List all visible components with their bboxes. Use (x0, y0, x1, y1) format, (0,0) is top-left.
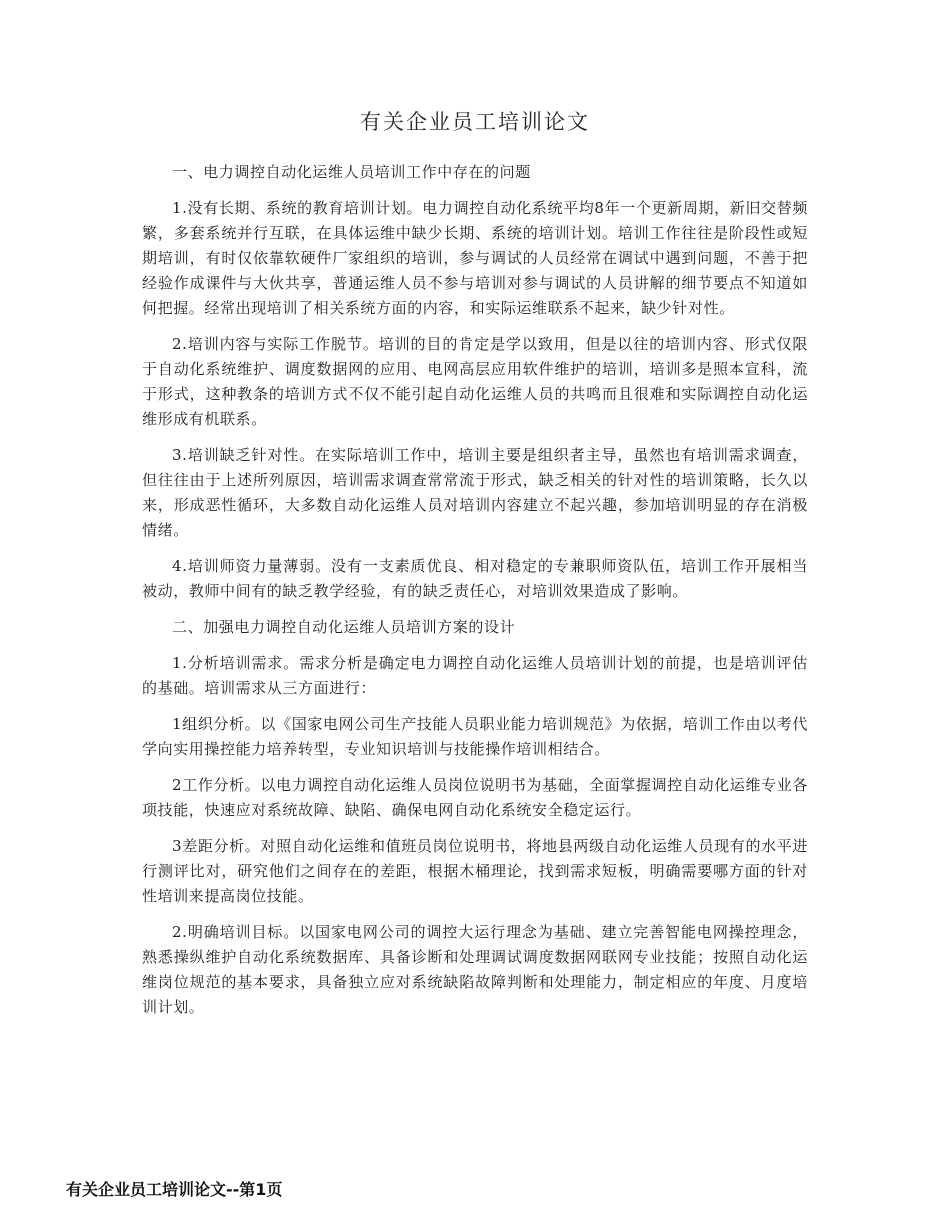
paragraph: 1.分析培训需求。需求分析是确定电力调控自动化运维人员培训计划的前提，也是培训评估的基础。培训需求从三方面进行： (142, 654, 808, 697)
page-footer: 有关企业员工培训论文--第1页 (66, 1180, 283, 1199)
section-heading-2: 二、加强电力调控自动化运维人员培训方案的设计 (172, 618, 516, 636)
paragraph: 3.培训缺乏针对性。在实际培训工作中，培训主要是组织者主导，虽然也有培训需求调查，但往往由于上述所列原因，培训需求调查常常流于形式，缺乏相关的针对性的培训策略，长久以来，形成恶性循环，大多数自动化运维人员对培训内容建立不起兴趣，参加培训明显的存在消极情绪。 (142, 446, 808, 539)
paragraph: 4.培训师资力量薄弱。没有一支素质优良、相对稳定的专兼职师资队伍，培训工作开展相当被动，教师中间有的缺乏教学经验，有的缺乏责任心，对培训效果造成了影响。 (142, 557, 808, 600)
document-body (142, 160, 808, 1031)
paragraph: 1.没有长期、系统的教育培训计划。电力调控自动化系统平均8年一个更新周期，新旧交替频繁，多套系统并行互联，在具体运维中缺少长期、系统的培训计划。培训工作往往是阶段性或短期培训，有时仅依靠软硬件厂家组织的培训，参与调试的人员经常在调试中遇到问题，不善于把经验作成课件与大伙共享，普通运维人员不参与培训对参与调试的人员讲解的细节要点不知道如何把握。经常出现培训了相关系统方面的内容，和实际运维联系不起来，缺少针对性。 (142, 199, 808, 317)
paragraph: 2.明确培训目标。以国家电网公司的调控大运行理念为基础、建立完善智能电网操控理念，熟悉操纵维护自动化系统数据库、具备诊断和处理调试调度数据网联网专业技能；按照自动化运维岗位规范的基本要求，具备独立应对系统缺陷故障判断和处理能力，制定相应的年度、月度培训计划。 (142, 923, 808, 1016)
paragraph: 2工作分析。以电力调控自动化运维人员岗位说明书为基础，全面掌握调控自动化运维专业各项技能，快速应对系统故障、缺陷、确保电网自动化系统安全稳定运行。 (142, 776, 808, 819)
section-heading-1: 一、电力调控自动化运维人员培训工作中存在的问题 (172, 163, 531, 181)
paragraph: 2.培训内容与实际工作脱节。培训的目的肯定是学以致用，但是以往的培训内容、形式仅限于自动化系统维护、调度数据网的应用、电网高层应用软件维护的培训，培训多是照本宣科，流于形式，这种教条的培训方式不仅不能引起自动化运维人员的共鸣而且很难和实际调控自动化运维形成有机联系。 (142, 335, 808, 428)
paragraph: 3差距分析。对照自动化运维和值班员岗位说明书，将地县两级自动化运维人员现有的水平进行测评比对，研究他们之间存在的差距，根据木桶理论，找到需求短板，明确需要哪方面的针对性培训来提高岗位技能。 (142, 837, 808, 905)
paragraph: 1组织分析。以《国家电网公司生产技能人员职业能力培训规范》为依据，培训工作由以考代学向实用操控能力培养转型，专业知识培训与技能操作培训相结合。 (142, 715, 808, 758)
document-title: 有关企业员工培训论文 (360, 110, 590, 134)
